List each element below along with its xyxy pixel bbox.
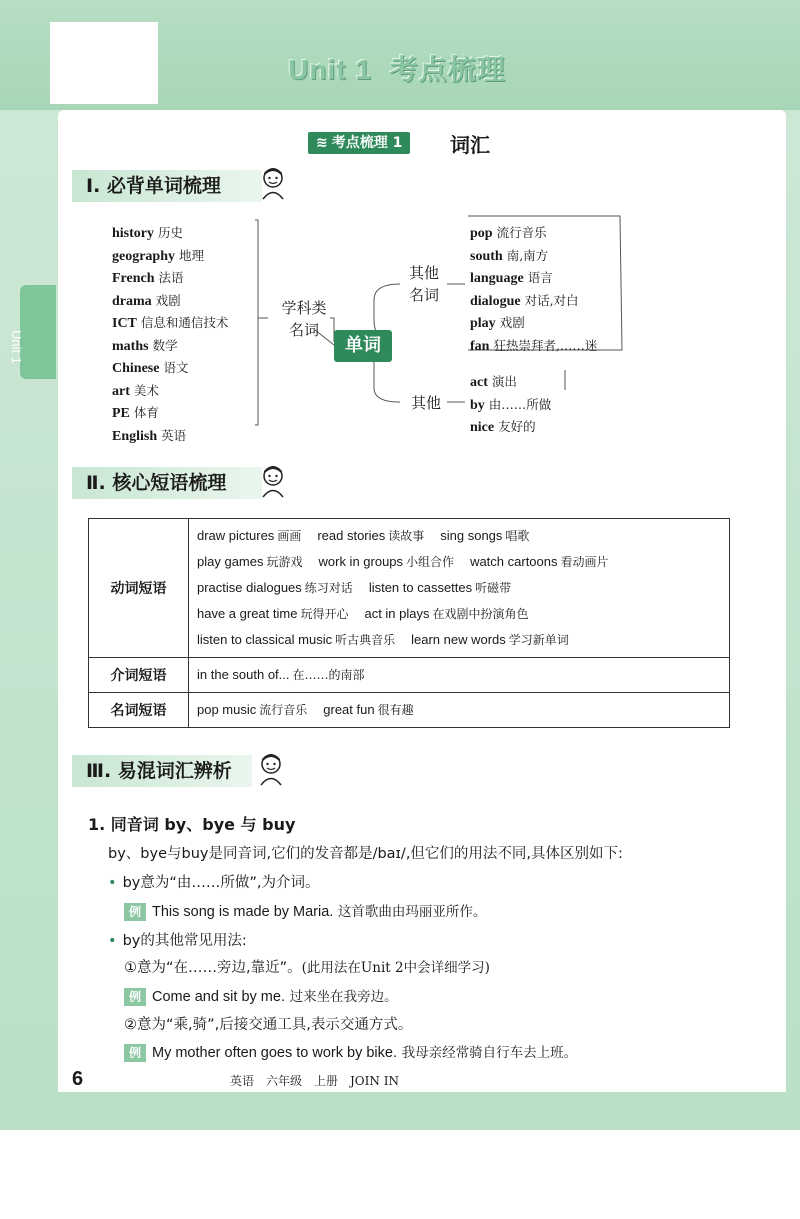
phrase-english: sing songs (440, 528, 503, 543)
word-item (112, 335, 228, 358)
example-1-en: This song is made by Maria. (152, 904, 334, 920)
page-number: 6 (72, 1068, 84, 1090)
phrase-meaning: 练习对话 (304, 581, 353, 595)
table-row (89, 519, 730, 658)
example-1 (124, 900, 486, 921)
word-meaning: 地理 (179, 247, 205, 263)
unit-title (288, 48, 506, 88)
word-english: art (112, 383, 130, 399)
word-meaning: 美术 (133, 382, 159, 398)
word-item (470, 312, 597, 335)
section-badge-label: 考点梳理 1 (331, 135, 403, 151)
example-2-zh: 过来坐在我旁边。 (289, 989, 398, 1005)
bullet-icon: • (108, 875, 117, 891)
phrase-english: listen to cassettes (368, 580, 473, 595)
word-english: fan (470, 338, 490, 354)
phrase-meaning: 看动画片 (560, 555, 609, 569)
side-tab (20, 285, 56, 379)
other-word-list (470, 371, 551, 439)
unit-label: Unit 1 (288, 54, 372, 85)
table-row (89, 658, 730, 693)
noun-phrase-cell (189, 693, 730, 728)
phrase-english: in the south of... (197, 667, 290, 682)
word-item (112, 312, 228, 335)
word-meaning: 语文 (163, 360, 189, 375)
verb-phrase-cell (189, 519, 730, 658)
phrase-english: pop music (197, 702, 257, 717)
other-noun-word-list (470, 222, 597, 357)
bullet-point-1 (108, 871, 319, 892)
word-item (470, 371, 551, 394)
word-item (470, 290, 597, 313)
word-english: drama (112, 293, 152, 309)
phrase-english: watch cartoons (470, 554, 558, 569)
table-row (89, 693, 730, 728)
phrase-line (197, 523, 721, 549)
phrase-english: listen to classical music (197, 632, 333, 647)
word-english: geography (112, 248, 175, 264)
phrase-meaning: 学习新单词 (508, 633, 569, 647)
example-3-en: My mother often goes to work by bike. (152, 1045, 397, 1061)
word-item (112, 245, 228, 268)
confusable-title: 1. 同音词 by、bye 与 buy (88, 815, 296, 834)
word-meaning: 友好的 (498, 419, 536, 434)
phrase-line (197, 662, 721, 688)
word-english: history (112, 226, 154, 241)
word-meaning: 体育 (133, 405, 159, 420)
section-heading-1: Ⅰ. 必背单词梳理 (72, 170, 262, 202)
section-badge (308, 132, 410, 154)
section-heading-2: Ⅱ. 核心短语梳理 (72, 467, 262, 499)
prep-phrase-label: 介词短语 (89, 658, 189, 693)
word-meaning: 数学 (152, 337, 178, 353)
word-item (470, 335, 597, 358)
word-meaning: 语言 (527, 270, 553, 285)
other-node: 其他 (410, 394, 441, 412)
word-item (112, 357, 228, 380)
side-tab-label: Unit 1 (9, 330, 24, 364)
word-item (470, 416, 551, 439)
section-heading-3: Ⅲ. 易混词汇辨析 (72, 755, 252, 787)
word-english: French (112, 271, 155, 286)
phrase-meaning: 流行音乐 (259, 703, 308, 717)
word-english: PE (112, 406, 130, 421)
word-meaning: 信息和通信技术 (140, 315, 229, 330)
word-english: by (470, 397, 485, 413)
word-english: dialogue (470, 293, 521, 309)
word-item (470, 267, 597, 290)
word-item (470, 245, 597, 268)
subject-node-line-1: 学科类 (281, 299, 327, 317)
bullet-point-2 (108, 929, 247, 950)
word-item (112, 267, 228, 290)
word-meaning: 历史 (158, 225, 184, 240)
word-meaning: 演出 (491, 374, 517, 389)
other-noun-node (402, 262, 446, 306)
phrase-english: learn new words (411, 632, 506, 647)
word-item (112, 290, 228, 313)
subject-noun-node (268, 297, 340, 341)
footer-text: 英语 六年级 上册 JOIN IN (230, 1074, 399, 1088)
phrase-english: great fun (323, 702, 375, 717)
phrase-english: read stories (317, 528, 386, 543)
example-3 (124, 1041, 577, 1062)
phrase-english: draw pictures (197, 528, 275, 543)
word-meaning: 流行音乐 (496, 225, 547, 240)
phrase-english: have a great time (197, 606, 298, 621)
word-item (470, 222, 597, 245)
phrase-english: play games (197, 554, 264, 569)
point-1-text: by意为“由……所做”,为介词。 (122, 875, 320, 891)
phrase-meaning: 唱歌 (505, 529, 530, 543)
confusable-intro: by、bye与buy是同音词,它们的发音都是/baɪ/,但它们的用法不同,具体区别如下: (108, 846, 623, 862)
center-node: 单词 (334, 330, 392, 362)
usage-1-text: ①意为“在……旁边,靠近”。 (124, 960, 302, 976)
wave-icon: ≋ (316, 135, 328, 151)
bullet-icon: • (108, 933, 117, 949)
phrase-english: work in groups (318, 554, 404, 569)
subject-word-list (112, 222, 228, 447)
example-badge: 例 (124, 1044, 146, 1062)
usage-1-note: (此用法在Unit 2中会详细学习) (301, 960, 490, 976)
example-1-zh: 这首歌曲由玛丽亚所作。 (337, 904, 487, 920)
phrase-line (197, 697, 721, 723)
word-meaning: 对话,对白 (524, 292, 579, 308)
student-icon (256, 752, 286, 786)
verb-phrase-label: 动词短语 (89, 519, 189, 658)
point-2-text: by的其他常见用法: (122, 933, 247, 949)
blank-box (50, 22, 158, 104)
phrase-meaning: 很有趣 (377, 703, 414, 717)
student-icon (258, 166, 288, 200)
phrase-meaning: 玩游戏 (266, 555, 303, 569)
word-english: south (470, 248, 503, 264)
example-badge: 例 (124, 903, 146, 921)
word-meaning: 狂热崇拜者,……迷 (493, 337, 598, 353)
other-noun-node-line-1: 其他 (408, 264, 439, 282)
phrase-meaning: 在戏剧中扮演角色 (432, 607, 529, 621)
word-meaning: 戏剧 (155, 292, 181, 308)
word-item (112, 425, 228, 448)
word-english: pop (470, 226, 493, 241)
word-item (112, 402, 228, 425)
phrase-english: act in plays (364, 606, 430, 621)
noun-phrase-label: 名词短语 (89, 693, 189, 728)
word-meaning: 法语 (158, 270, 184, 285)
word-english: play (470, 316, 496, 331)
word-english: nice (470, 420, 495, 435)
phrase-meaning: 小组合作 (406, 555, 455, 569)
example-2-en: Come and sit by me. (152, 989, 285, 1005)
word-item (112, 380, 228, 403)
phrase-meaning: 玩得开心 (300, 607, 349, 621)
phrase-line (197, 549, 721, 575)
word-meaning: 南,南方 (506, 247, 549, 263)
section-title: 词汇 (450, 133, 490, 157)
phrase-english: practise dialogues (197, 580, 302, 595)
phrase-line (197, 627, 721, 653)
word-english: act (470, 375, 488, 390)
word-meaning: 英语 (161, 427, 187, 443)
phrase-table (88, 518, 730, 728)
example-3-zh: 我母亲经常骑自行车去上班。 (401, 1045, 578, 1061)
subject-node-line-2: 名词 (288, 321, 319, 339)
word-item (112, 222, 228, 245)
phrase-line (197, 601, 721, 627)
example-badge: 例 (124, 988, 146, 1006)
word-english: maths (112, 338, 149, 354)
prep-phrase-cell (189, 658, 730, 693)
phrase-line (197, 575, 721, 601)
phrase-meaning: 画画 (277, 529, 302, 543)
usage-2: ②意为“乘,骑”,后接交通工具,表示交通方式。 (124, 1017, 413, 1033)
word-english: Chinese (112, 361, 160, 376)
student-icon (258, 464, 288, 498)
word-english: English (112, 428, 158, 444)
word-english: ICT (112, 316, 137, 331)
word-meaning: 戏剧 (499, 315, 525, 330)
word-item (470, 394, 551, 417)
unit-heading: 考点梳理 (389, 54, 506, 85)
word-english: language (470, 271, 524, 286)
phrase-meaning: 听磁带 (475, 581, 512, 595)
word-meaning: 由……所做 (488, 396, 552, 412)
phrase-meaning: 读故事 (388, 529, 425, 543)
usage-1 (124, 956, 490, 977)
phrase-meaning: 听古典音乐 (335, 633, 396, 647)
phrase-meaning: 在……的南部 (292, 668, 365, 682)
other-noun-node-line-2: 名词 (408, 286, 439, 304)
example-2 (124, 985, 398, 1006)
